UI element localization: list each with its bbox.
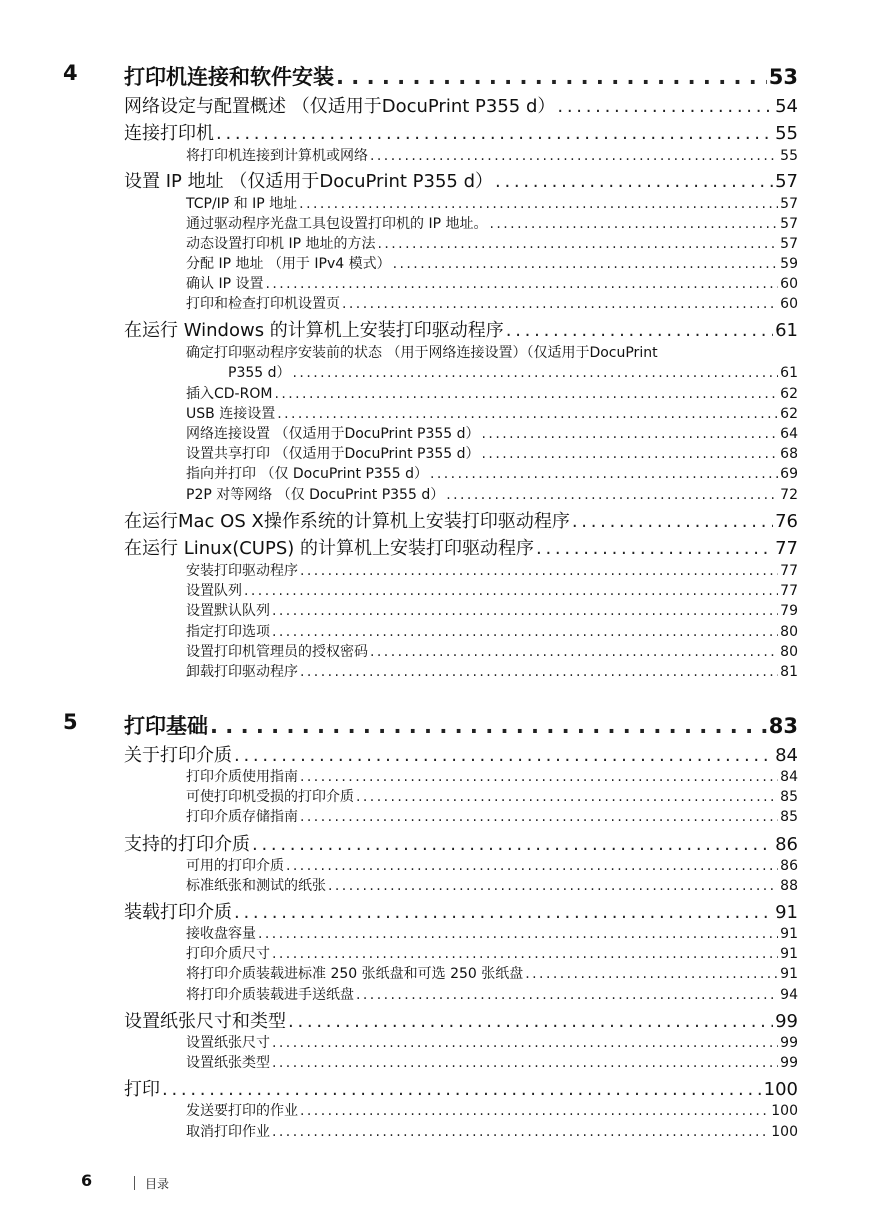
toc-page-number: 54 [775,96,798,117]
toc-page-number: 53 [768,65,798,89]
toc-subsection[interactable] [186,621,798,641]
toc-subsection[interactable] [186,875,798,895]
dot-leader [370,148,778,164]
dot-leader [446,487,778,503]
toc-page-number: 91 [780,946,798,962]
toc-subsection-title: 指定打印选项 [186,624,270,640]
toc-subsection-title: 插入CD-ROM [186,386,273,402]
toc-subsection[interactable] [186,641,798,661]
dot-leader [300,809,778,825]
toc-page-number: 72 [780,487,798,503]
toc-section[interactable] [124,830,798,856]
toc-section[interactable] [124,316,798,342]
toc-section[interactable] [124,534,798,560]
toc-page-number: 59 [780,256,798,272]
toc-page-number: 55 [780,148,798,164]
toc-subsection[interactable] [186,253,798,273]
dot-leader [393,256,779,272]
toc-page-number: 83 [768,714,798,738]
toc-page-number: 100 [771,1103,798,1119]
dot-leader [300,563,778,579]
toc-subsection-title: 卸载打印驱动程序 [186,664,298,680]
dot-leader [272,603,778,619]
toc-subsection-title: 设置纸张类型 [186,1055,270,1071]
dot-leader [336,65,767,89]
toc-subsection-title: 发送要打印的作业 [186,1103,298,1119]
toc-subsection[interactable] [186,766,798,786]
dot-leader [557,96,773,117]
dot-leader [370,644,778,660]
toc-subsection[interactable] [228,362,798,382]
toc-subsection[interactable] [186,383,798,403]
toc-subsection-title: 设置纸张尺寸 [186,1035,270,1051]
toc-section-title: 在运行Mac OS X操作系统的计算机上安装打印驱动程序 [124,511,570,532]
toc-page-number: 85 [780,789,798,805]
dot-leader [572,511,773,532]
toc-subsection-title: 分配 IP 地址 （用于 IPv4 模式） [186,256,391,272]
toc-section-title: 设置纸张尺寸和类型 [124,1011,286,1032]
toc-subsection-title: 可用的打印介质 [186,858,284,874]
footer-label: 目录 [145,1177,170,1191]
footer-page-number: 6 [81,1171,93,1190]
toc-section-title: 装载打印介质 [124,902,232,923]
toc-subsection-title: 安装打印驱动程序 [186,563,298,579]
toc-section[interactable] [124,1075,798,1101]
toc-page-number: 61 [775,320,798,341]
dot-leader [288,1011,773,1032]
dot-leader [210,714,767,738]
toc-page-number: 62 [780,386,798,402]
dot-leader [272,1035,778,1051]
toc-subsection[interactable] [186,786,798,806]
toc-page-number: 68 [780,446,798,462]
dot-leader [342,296,778,312]
toc-section-title: 网络设定与配置概述 （仅适用于DocuPrint P355 d） [124,96,556,117]
toc-subsection[interactable] [186,443,798,463]
toc-section-title: 支持的打印介质 [124,834,250,855]
toc-page-number: 57 [780,216,798,232]
toc-subsection[interactable] [186,403,798,423]
toc-page-number: 80 [780,644,798,660]
dot-leader [356,789,778,805]
toc-subsection[interactable] [186,423,798,443]
toc-page-number: 77 [780,563,798,579]
toc-subsection-title: TCP/IP 和 IP 地址 [186,196,298,212]
dot-leader [234,902,773,923]
toc-subsection[interactable] [186,661,798,681]
toc-subsection-title: P2P 对等网络 （仅 DocuPrint P355 d） [186,487,445,503]
toc-page-number: 99 [775,1011,798,1032]
dot-leader [265,276,778,292]
toc-page-number: 88 [780,878,798,894]
toc-chapter-4[interactable] [124,61,798,91]
chapter-4-number: 4 [63,61,78,85]
toc-page-number: 60 [780,296,798,312]
dot-leader [482,426,779,442]
toc-subsection-title: 接收盘容量 [186,926,256,942]
toc-subsection[interactable] [186,1052,798,1072]
toc-subsection-title: 设置共享打印 （仅适用于DocuPrint P355 d） [186,446,480,462]
footer-divider [134,1176,135,1190]
toc-subsection-title: 打印介质尺寸 [186,946,270,962]
dot-leader [258,926,778,942]
toc-page-number: 85 [780,809,798,825]
dot-leader [286,858,778,874]
dot-leader [300,1103,769,1119]
toc-page-number: 77 [780,583,798,599]
toc-page-number: 57 [780,236,798,252]
toc-subsection[interactable] [186,580,798,600]
toc-page-number: 84 [775,745,798,766]
dot-leader [525,966,778,982]
toc-section-title: 关于打印介质 [124,745,232,766]
dot-leader [277,406,778,422]
toc-page-number: 91 [780,926,798,942]
toc-chapter-title: 打印基础 [124,714,208,738]
toc-subsection-title: 打印和检查打印机设置页 [186,296,340,312]
toc-page-number: 55 [775,123,798,144]
dot-leader [489,216,778,232]
dot-leader [234,745,773,766]
toc-page-number: 64 [780,426,798,442]
toc-subsection[interactable] [186,193,798,213]
toc-subsection-title: 通过驱动程序光盘工具包设置打印机的 IP 地址。 [186,216,488,232]
toc-subsection[interactable] [186,463,798,483]
toc-page-number: 80 [780,624,798,640]
dot-leader [430,466,778,482]
dot-leader [300,664,778,680]
toc-page-number: 76 [775,511,798,532]
toc-page-number: 69 [780,466,798,482]
toc-subsection[interactable] [186,1032,798,1052]
toc-subsection-title: 将打印机连接到计算机或网络 [186,148,368,164]
toc-chapter-5[interactable] [124,710,798,740]
toc-subsection[interactable] [186,213,798,233]
toc-subsection-title: 将打印介质装载进标准 250 张纸盘和可选 250 张纸盘 [186,966,524,982]
dot-leader [506,320,773,341]
dot-leader [377,236,778,252]
toc-subsection-title: 设置队列 [186,583,242,599]
dot-leader [300,769,778,785]
toc-subsection-title: 标准纸张和测试的纸张 [186,878,326,894]
toc-page-number: 60 [780,276,798,292]
dot-leader [536,538,773,559]
toc-subsection[interactable] [186,273,798,293]
dot-leader [272,1124,769,1140]
dot-leader [293,365,779,381]
toc-subsection-title: 取消打印作业 [186,1124,270,1140]
toc-section-title: 在运行 Windows 的计算机上安装打印驱动程序 [124,320,504,341]
dot-leader [272,624,778,640]
toc-subsection-title: 网络连接设置 （仅适用于DocuPrint P355 d） [186,426,480,442]
dot-leader [328,878,778,894]
toc-subsection-title: 确认 IP 设置 [186,276,264,292]
toc-section-title: 打印 [124,1079,160,1100]
toc-subsection-title-line2: P355 d） [228,365,291,381]
toc-subsection-title: 打印介质使用指南 [186,769,298,785]
toc-section[interactable] [124,92,798,118]
toc-page-number: 61 [780,365,798,381]
toc-subsection[interactable] [186,923,798,943]
toc-section[interactable] [124,167,798,193]
toc-page-number: 94 [780,987,798,1003]
toc-subsection[interactable] [186,943,798,963]
toc-section[interactable] [124,898,798,924]
toc-page-number: 86 [780,858,798,874]
toc-subsection[interactable] [186,1121,798,1141]
toc-subsection-title: USB 连接设置 [186,406,276,422]
toc-page-number: 100 [763,1079,798,1100]
toc-page-number: 62 [780,406,798,422]
dot-leader [272,1055,778,1071]
toc-subsection-title: 动态设置打印机 IP 地址的方法 [186,236,376,252]
dot-leader [272,946,778,962]
chapter-5-number: 5 [63,710,78,734]
toc-subsection-title: 将打印介质装载进手送纸盘 [186,987,354,1003]
dot-leader [162,1079,762,1100]
toc-page-number: 79 [780,603,798,619]
toc-subsection[interactable] [186,1100,798,1120]
toc-subsection-title: 设置默认队列 [186,603,270,619]
toc-page-number: 99 [780,1035,798,1051]
toc-section-title: 设置 IP 地址 （仅适用于DocuPrint P355 d） [124,171,493,192]
toc-subsection[interactable] [186,233,798,253]
dot-leader [274,386,778,402]
toc-subsection[interactable] [186,806,798,826]
toc-subsection[interactable] [186,293,798,313]
toc-subsection-title: 可使打印机受损的打印介质 [186,789,354,805]
toc-page-number: 57 [780,196,798,212]
toc-page-number: 86 [775,834,798,855]
toc-section-title: 连接打印机 [124,123,214,144]
dot-leader [252,834,773,855]
toc-page-number: 91 [780,966,798,982]
toc-page-number: 100 [771,1124,798,1140]
toc-page-number: 81 [780,664,798,680]
toc-page-number: 57 [775,171,798,192]
dot-leader [482,446,779,462]
toc-subsection[interactable] [186,600,798,620]
toc-page-number: 99 [780,1055,798,1071]
toc-section-title: 在运行 Linux(CUPS) 的计算机上安装打印驱动程序 [124,538,535,559]
toc-subsection[interactable] [186,963,798,983]
toc-subsection[interactable] [186,145,798,165]
toc-subsection[interactable] [186,984,798,1004]
dot-leader [216,123,773,144]
toc-subsection[interactable] [186,484,798,504]
toc-subsection[interactable] [186,855,798,875]
toc-section[interactable] [124,119,798,145]
toc-section[interactable] [124,1007,798,1033]
toc-chapter-title: 打印机连接和软件安装 [124,65,334,89]
toc-subsection[interactable] [186,560,798,580]
toc-subsection-title: 设置打印机管理员的授权密码 [186,644,368,660]
toc-subsection-title: 打印介质存储指南 [186,809,298,825]
toc-page-number: 77 [775,538,798,559]
toc-subsection-title-line1[interactable]: 确定打印驱动程序安装前的状态 （用于网络连接设置）（仅适用于DocuPrint [186,345,658,361]
toc-section[interactable] [124,741,798,767]
dot-leader [299,196,778,212]
dot-leader [495,171,773,192]
toc-subsection-title: 指向并打印 （仅 DocuPrint P355 d） [186,466,428,482]
toc-page-number: 84 [780,769,798,785]
dot-leader [244,583,778,599]
dot-leader [356,987,778,1003]
toc-page-number: 91 [775,902,798,923]
toc-section[interactable] [124,507,798,533]
